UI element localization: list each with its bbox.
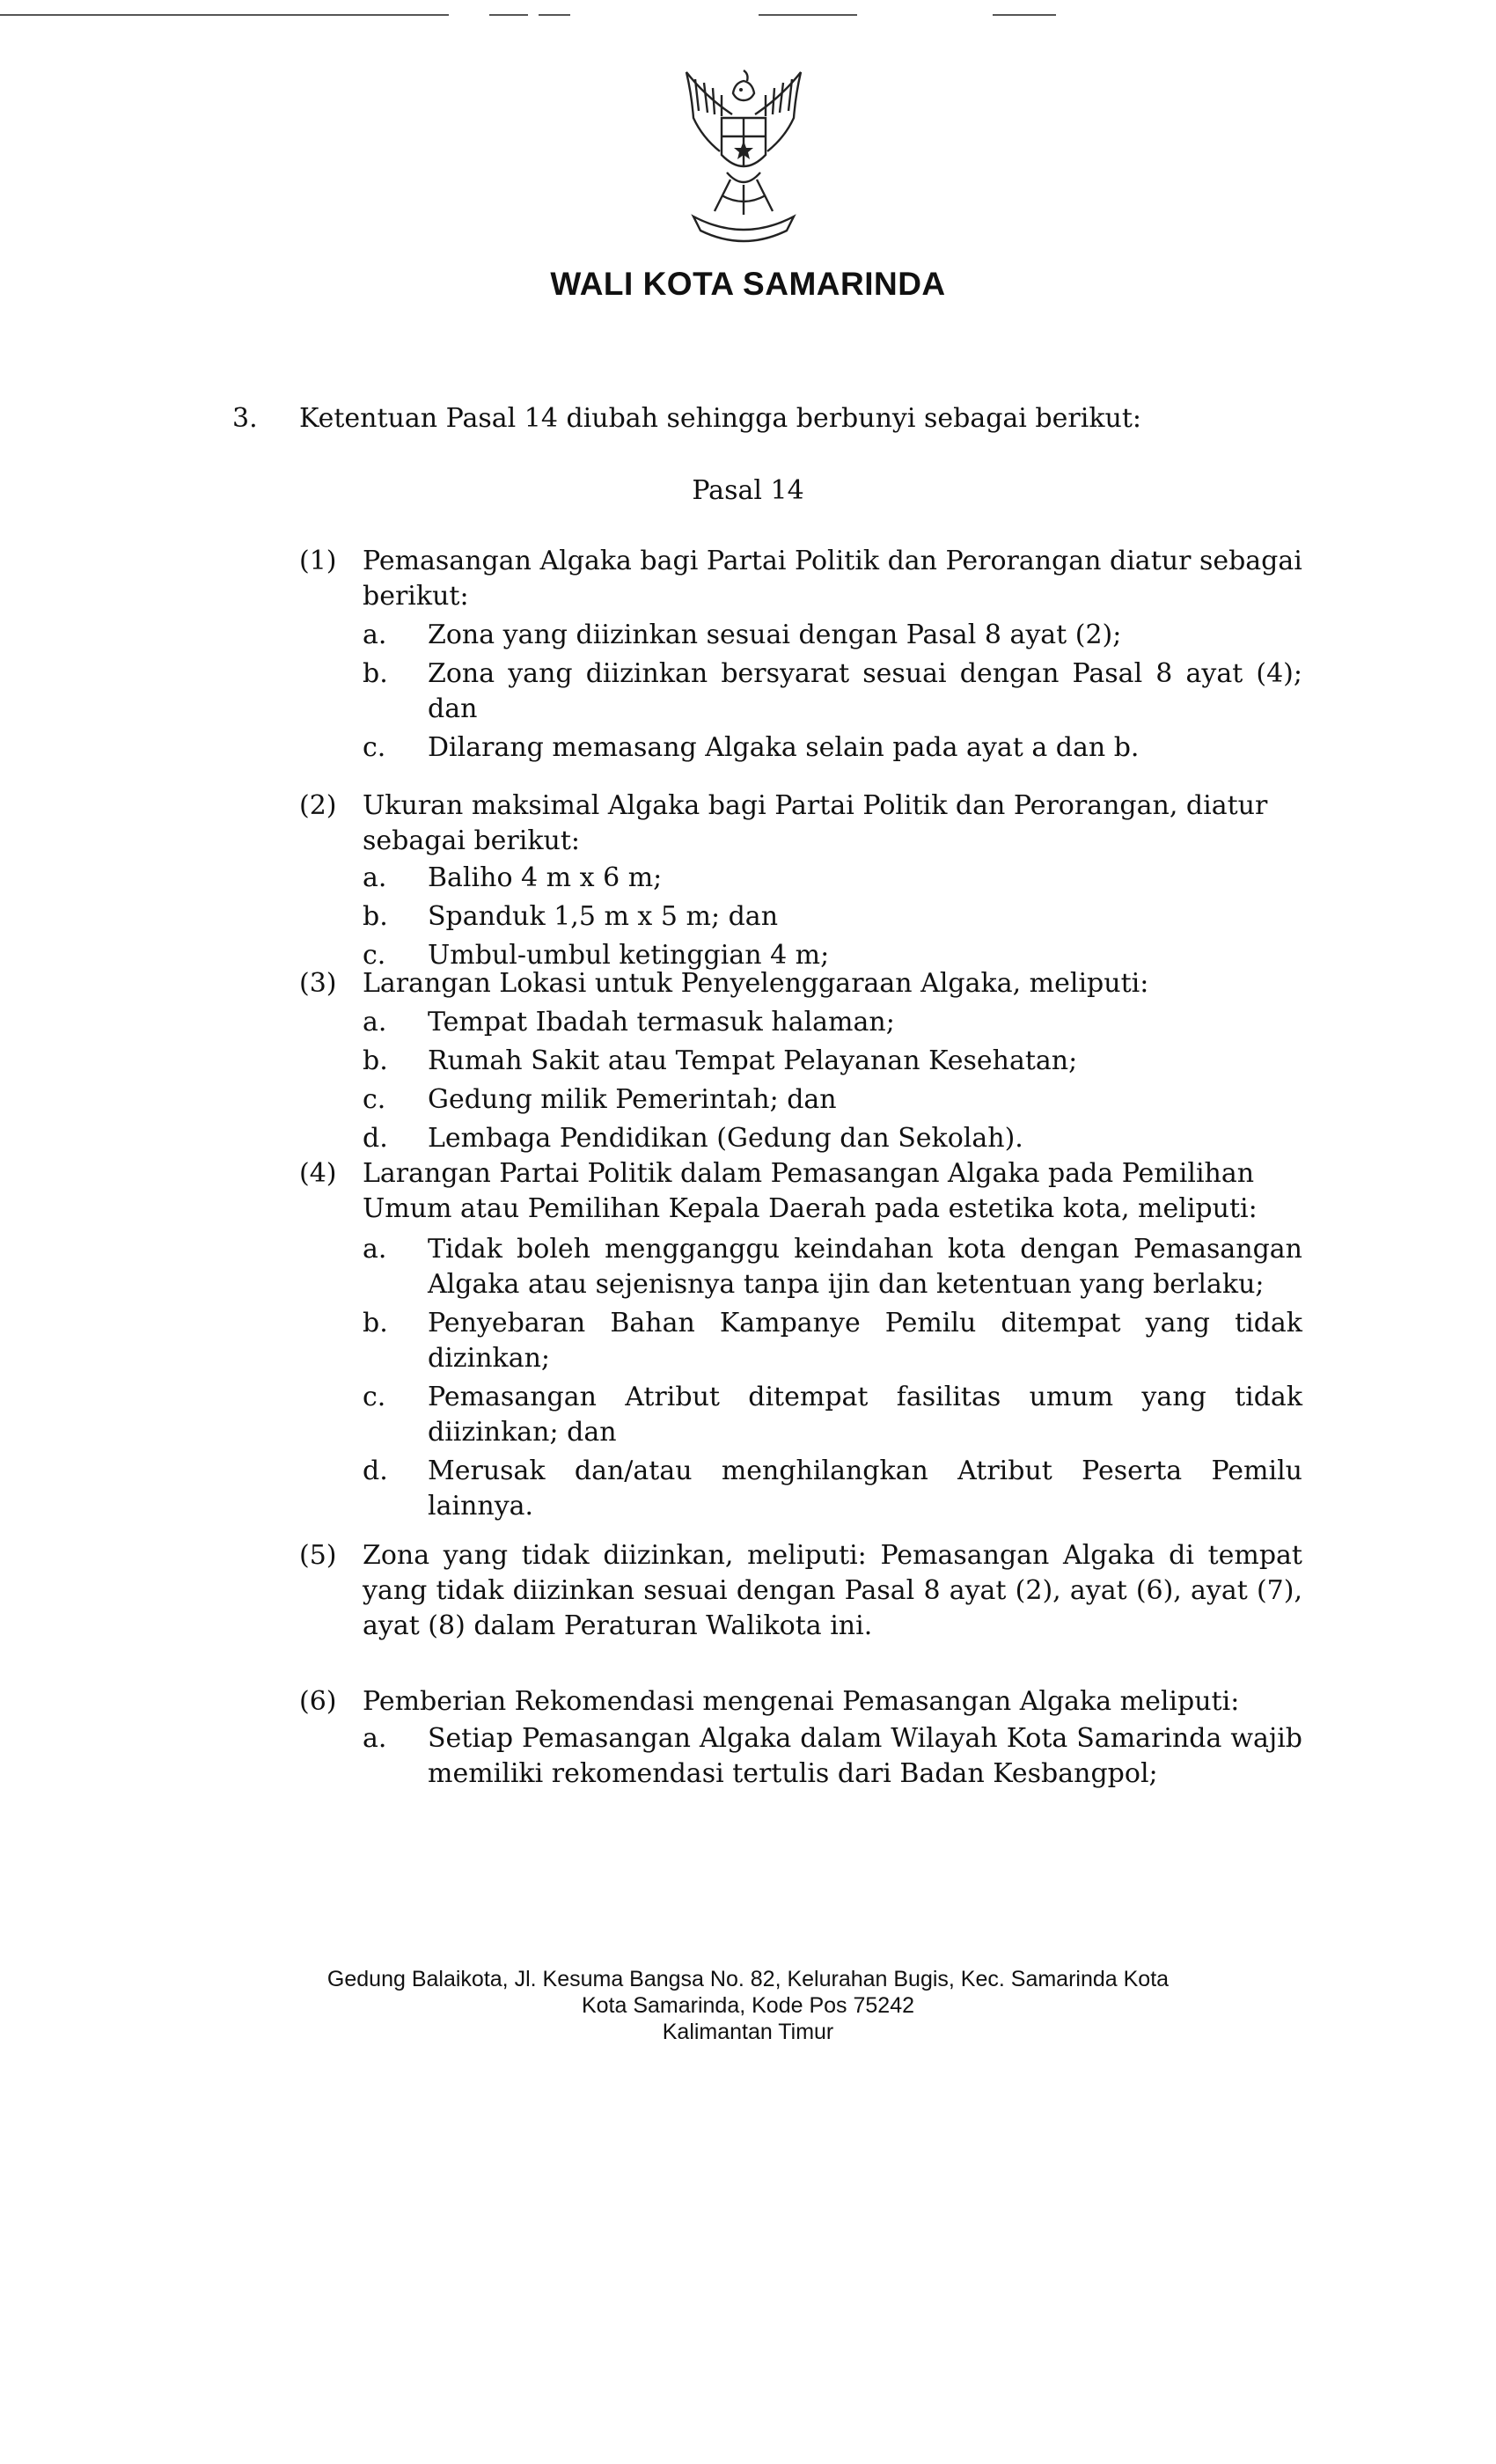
list-text: Baliho 4 m x 6 m;	[428, 862, 663, 893]
list-item	[363, 1721, 1302, 1792]
section-text: Zona yang tidak diizinkan, meliputi: Pemasangan Algaka di tempat yang tidak diizinkan sesuai dengan Pasal 8 ayat (2), ayat (6), ayat (7), ayat (8) dalam Peraturan Walikota ini.	[363, 1540, 1302, 1641]
section-text: Pemberian Rekomendasi mengenai Pemasangan Algaka meliputi:	[363, 1686, 1240, 1717]
list-text: Merusak dan/atau menghilangkan Atribut Peserta Pemilu lainnya.	[428, 1456, 1302, 1522]
list-text: Umbul-umbul ketinggian 4 m;	[428, 940, 830, 971]
list-marker: d.	[363, 1456, 388, 1486]
footer-city-line: Kota Samarinda, Kode Pos 75242	[581, 1993, 915, 2018]
list-text: Dilarang memasang Algaka selain pada ayat a dan b.	[428, 732, 1140, 763]
list-item	[363, 1454, 1302, 1524]
list-item	[363, 861, 1302, 896]
list-item	[363, 1044, 1302, 1079]
list-item	[363, 1380, 1302, 1450]
section-list	[363, 861, 1302, 977]
section-number: (3)	[299, 968, 337, 999]
scan-line	[0, 14, 449, 16]
list-text: Rumah Sakit atau Tempat Pelayanan Kesehatan;	[428, 1045, 1078, 1076]
list-text: Zona yang diizinkan sesuai dengan Pasal 8 ayat (2);	[428, 620, 1122, 650]
section-list	[363, 1721, 1302, 1795]
section-number: (5)	[299, 1540, 337, 1571]
list-text: Tidak boleh mengganggu keindahan kota dengan Pemasangan Algaka atau sejenisnya tanpa ijin dan ketentuan yang berlaku;	[428, 1234, 1302, 1300]
list-marker: c.	[363, 732, 386, 763]
section-text: Larangan Partai Politik dalam Pemasangan Algaka pada Pemilihan Umum atau Pemilihan Kepala Daerah pada estetika kota, meliputi:	[363, 1158, 1258, 1224]
list-item	[363, 1232, 1302, 1302]
scan-line	[489, 14, 528, 16]
list-marker: b.	[363, 1308, 388, 1338]
list-item	[363, 656, 1302, 727]
list-text: Spanduk 1,5 m x 5 m; dan	[428, 901, 779, 932]
section-number: (1)	[299, 546, 337, 576]
section-number: (6)	[299, 1686, 337, 1717]
scan-line	[759, 14, 857, 16]
article-heading: Pasal 14	[692, 475, 804, 506]
section-text: Larangan Lokasi untuk Penyelenggaraan Algaka, meliputi:	[363, 968, 1149, 999]
section-list	[363, 1232, 1302, 1528]
list-item	[363, 1306, 1302, 1376]
list-marker: a.	[363, 862, 387, 893]
list-marker: c.	[363, 1382, 386, 1412]
list-marker: d.	[363, 1123, 388, 1154]
footer-address-line: Gedung Balaikota, Jl. Kesuma Bangsa No. 82, Kelurahan Bugis, Kec. Samarinda Kota	[326, 1967, 1170, 1991]
list-marker: c.	[363, 940, 386, 971]
list-marker: b.	[363, 901, 388, 932]
list-marker: a.	[363, 1723, 387, 1754]
section-list	[363, 618, 1302, 769]
scan-line	[539, 14, 570, 16]
list-marker: a.	[363, 620, 387, 650]
list-text: Gedung milik Pemerintah; dan	[428, 1084, 837, 1115]
letterhead-title: WALI KOTA SAMARINDA	[550, 266, 946, 302]
list-item	[363, 1121, 1302, 1156]
list-text: Setiap Pemasangan Algaka dalam Wilayah Kota Samarinda wajib memiliki rekomendasi tertulis dari Badan Kesbangpol;	[428, 1723, 1302, 1789]
list-item	[363, 1005, 1302, 1040]
page-footer	[0, 1966, 1496, 2045]
amendment-number: 3.	[232, 403, 258, 434]
footer-province-line: Kalimantan Timur	[662, 2020, 834, 2044]
list-text: Zona yang diizinkan bersyarat sesuai dengan Pasal 8 ayat (4); dan	[428, 658, 1302, 724]
list-marker: a.	[363, 1007, 387, 1038]
list-marker: b.	[363, 1045, 388, 1076]
section-text: Ukuran maksimal Algaka bagi Partai Politik dan Perorangan, diatur sebagai berikut:	[363, 790, 1268, 856]
section-list	[363, 1005, 1302, 1160]
list-item	[363, 899, 1302, 935]
list-item	[363, 730, 1302, 766]
list-text: Tempat Ibadah termasuk halaman;	[428, 1007, 895, 1038]
list-item	[363, 1082, 1302, 1118]
section-number: (2)	[299, 790, 337, 821]
garuda-emblem-icon	[669, 63, 818, 248]
list-item	[363, 618, 1302, 653]
list-marker: b.	[363, 658, 388, 689]
list-text: Pemasangan Atribut ditempat fasilitas umum yang tidak diizinkan; dan	[428, 1382, 1302, 1448]
scan-line	[993, 14, 1056, 16]
list-marker: c.	[363, 1084, 386, 1115]
section-number: (4)	[299, 1158, 337, 1189]
section-text: Pemasangan Algaka bagi Partai Politik dan Perorangan diatur sebagai berikut:	[363, 546, 1302, 612]
list-marker: a.	[363, 1234, 387, 1265]
list-text: Penyebaran Bahan Kampanye Pemilu ditempat yang tidak dizinkan;	[428, 1308, 1302, 1374]
list-text: Lembaga Pendidikan (Gedung dan Sekolah).	[428, 1123, 1023, 1154]
amendment-text: Ketentuan Pasal 14 diubah sehingga berbunyi sebagai berikut:	[299, 403, 1141, 434]
